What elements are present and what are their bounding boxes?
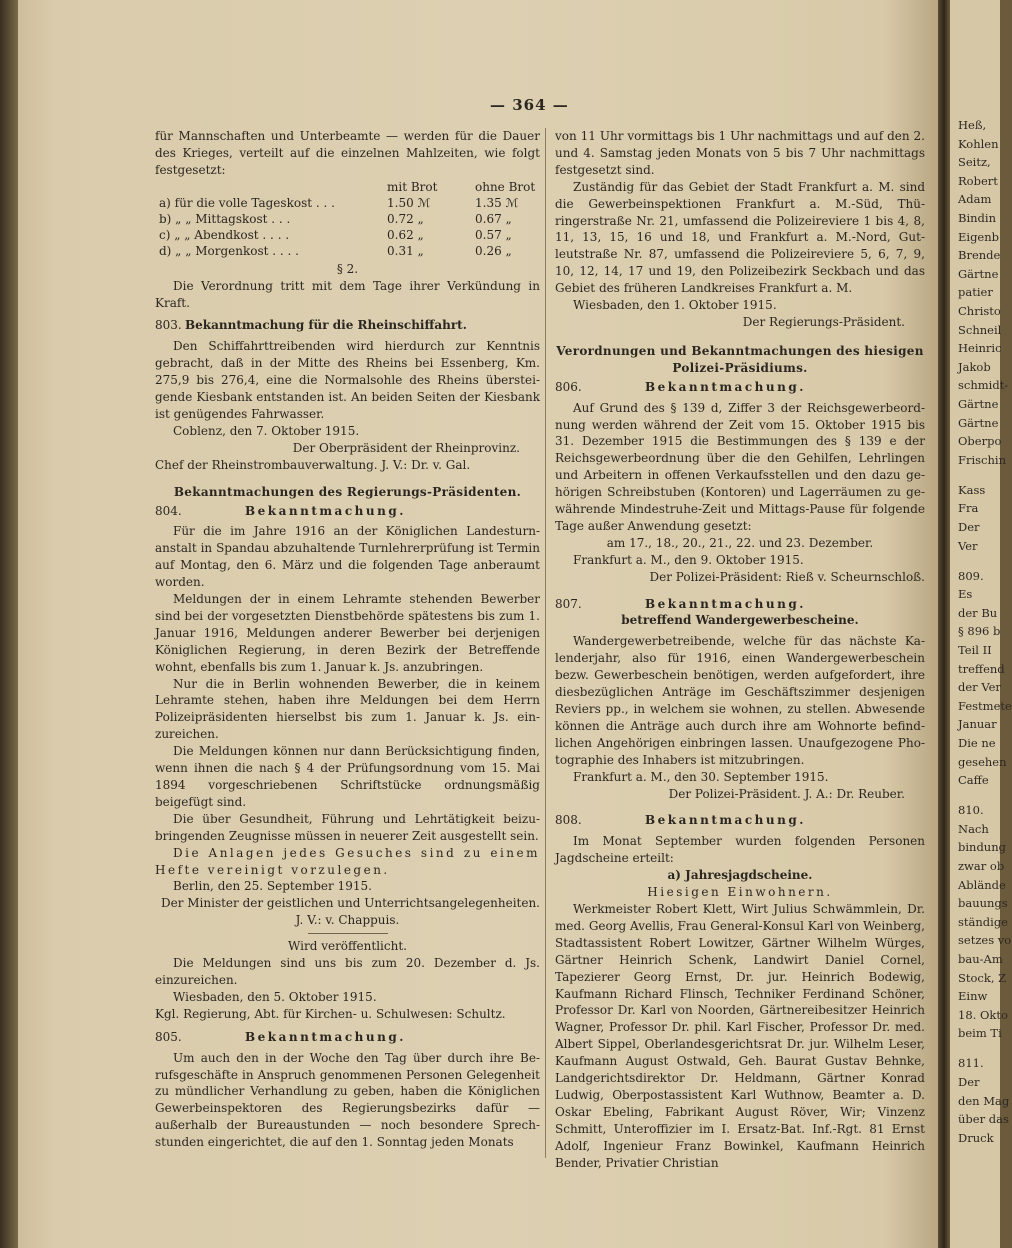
- next-page-fragment: Die ne: [958, 736, 996, 750]
- next-page-fragment: Teil II: [958, 643, 992, 657]
- notice-number: 807.: [555, 596, 582, 611]
- continued-text: von 11 Uhr vormittags bis 1 Uhr nachmittags und auf den 2. und 4. Samstag jeden Monats von 5 bis 7 Uhr nachmittags festgesetzt sind.: [555, 129, 925, 177]
- next-page-fragment: 809.: [958, 568, 984, 583]
- row-label: c) „ „ Abendkost . . . .: [159, 227, 290, 242]
- next-page-fragment: Fra: [958, 501, 979, 516]
- book-gutter: [938, 0, 950, 1248]
- notice-text: Meldungen der in einem Lehramte stehenden Bewerber sind bei der vorgesetzten Dienstbehörde spätestens bis zum 1. Januar 1916, Meldungen anderer Bewerber bei derjenigen Königlichen Regierung, in deren Bezirk der Betreffende wohnt, ebenfalls bis zum 1. Januar k. Js. anzubringen.: [155, 592, 540, 674]
- table-row: [155, 243, 539, 259]
- notice-text: Die über Gesundheit, Führung und Lehrtätigkeit beizubringenden Zeugnisse müssen in neuerer Zeit ausgestellt sein.: [155, 811, 540, 843]
- next-page-fragment: Schneil: [958, 322, 1002, 337]
- next-page-fragment: Heinric: [958, 341, 1002, 356]
- next-page-fragment: Bindin: [958, 211, 996, 225]
- meal-cost-table: [155, 179, 539, 259]
- notice-subtitle-spaced: Hiesigen Einwohnern.: [647, 885, 833, 900]
- next-page-fragment: Eigenb: [958, 229, 1000, 244]
- notice-place-date: Wiesbaden, den 1. Oktober 1915.: [573, 298, 777, 313]
- intro-text: für Mannschaften und Unterbeamte — werden für die Dauer des Krieges, verteilt auf die einzelnen Mahlzeiten, wie folgt festgesetzt:: [155, 129, 540, 177]
- notice-number: 804.: [155, 503, 182, 518]
- notice-place-date: Coblenz, den 7. Oktober 1915.: [173, 423, 360, 438]
- col-head-without-bread: ohne Brot: [475, 179, 536, 194]
- next-page-fragment: ständige: [958, 914, 1008, 929]
- next-page-fragment: Jakob: [958, 359, 991, 374]
- notice-subtitle: betreffend Wandergewerbescheine.: [621, 613, 859, 628]
- row-label: d) „ „ Morgenkost . . . .: [159, 243, 299, 258]
- row-value: 0.67 „: [475, 211, 512, 226]
- notice-text: Auf Grund des § 139 d, Ziffer 3 der Reichsgewerbeordnung werden während der Zeit vom 15. Oktober 1915 bis 31. Dezember 1915 die Bestimmungen des § 139 e der Reichsgewerbeordnung über die den Gehilfen, Lehrlingen und Arbeitern in offenen Verkaufsstellen und den dazu gehörigen Schreibstuben (Kontoren) und Lagerräumen zu gewährende Mindestruhe-Zeit und Mittags-Pause für folgende Tage außer Anwendung gesetzt:: [555, 400, 925, 533]
- next-page-edge: [950, 0, 1012, 1248]
- notice-title: Bekanntmachung.: [645, 379, 806, 394]
- next-page-fragment: bindung: [958, 840, 1006, 855]
- next-page-fragment: patier: [958, 285, 993, 300]
- next-page-fragment: Ablände: [958, 877, 1006, 892]
- next-page-fragment: Gärtne: [958, 266, 999, 281]
- next-page-fragment: Januar: [958, 717, 997, 732]
- notice-text: Für die im Jahre 1916 an der Königlichen Landesturnanstalt in Spandau abzuhaltende Turnlehrerprüfung ist Termin auf Montag, den 6. März und die folgenden Tage anberaumt worden.: [155, 524, 540, 590]
- next-page-fragment: den Mag: [958, 1093, 1010, 1108]
- table-row: [155, 195, 539, 211]
- notice-text: Wandergewerbetreibende, welche für das nächste Kalenderjahr, also für 1916, einen Wandergewerbeschein bezw. Gewerbeschein benötigen, werden aufgefordert, ihre diesbezüglichen Anträge im Geschäftszimmer desjenigen Reviers pp., in welchem sie wohnen, zu stellen. Abwesende können die Anträge auch durch ihre am Wohnorte befindlichen Angehörigen einbringen lassen. Unaufgezogene Photographie des Inhabers ist mitzubringen.: [555, 634, 925, 767]
- publication-note: Wird veröffentlicht.: [288, 939, 407, 954]
- license-holder-list: Werkmeister Robert Klett, Wirt Julius Schwämmlein, Dr. med. Georg Avellis, Frau General-Konsul Karl von Weinberg, Stadtassistent Robert Lowitzer, Gärtner Wilhelm Würges, Gärtner Heinrich Schenk, Landwirt Daniel Cornel, Tapezierer Georg Ernst, Dr. jur. Heinrich Bodewig, Kaufmann Richard Flinsch, Techniker Ferdinand Schöner, Professor Dr. Karl von Noorden, Gärtnereibesitzer Heinrich Wagner, Professor Dr. phil. Karl Fischer, Professor Dr. med. Albert Sippel, Oberlandesgerichtsrat Dr. jur. Wilhelm Leser, Kaufmann August Ostwald, Geh. Baurat Gustav Behnke, Landgerichtsdirektor Dr. Heldmann, Gärtner Konrad Ludwig, Oberpostassistent Karl Wuthnow, Beamter a. D. Oskar Ebeling, Fabrikant August Röver, Wir; Vinzenz Schmitt, Unteroffizier im I. Ersatz-Bat. Inf.-Rgt. 81 Ernst Adolf, Ingenieur Franz Bowinkel, Kaufmann Heinrich Bender, Privatier Christian: [555, 901, 925, 1170]
- notice-text: Den Schiffahrttreibenden wird hierdurch zur Kenntnis gebracht, daß in der Mitte des Rheins bei Essenberg, Km. 275,9 bis 276,4, eine die Normalsohle des Rheins übersteigende Kiesbank entstanden ist. An beiden Seiten der Kiesbank ist genügendes Fahrwasser.: [155, 339, 540, 421]
- row-value: 1.50 ℳ: [387, 195, 431, 210]
- row-value: 0.57 „: [475, 227, 512, 242]
- notice-dates: am 17., 18., 20., 21., 22. und 23. Dezember.: [606, 535, 874, 550]
- next-page-fragment: Kohlen: [958, 136, 999, 151]
- left-column: [155, 128, 540, 1151]
- section-heading: Bekanntmachungen des Regierungs-Präsidenten.: [173, 484, 522, 499]
- notice-signature: Der Oberpräsident der Rheinprovinz.: [292, 440, 520, 455]
- book-spine-left: [0, 0, 18, 1248]
- notice-number: 806.: [555, 379, 582, 394]
- row-label: b) „ „ Mittagskost . . .: [159, 211, 291, 226]
- next-page-fragment: über das: [958, 1112, 1009, 1127]
- row-label: a) für die volle Tageskost . . .: [159, 195, 335, 210]
- table-row: [155, 227, 539, 243]
- next-page-fragment: Stock, Z: [958, 970, 1007, 985]
- next-page-fragment: Oberpo: [958, 434, 1002, 449]
- notice-place-date: Wiesbaden, den 5. Oktober 1915.: [173, 989, 377, 1004]
- right-column: [555, 128, 925, 1171]
- notice-signature: Der Minister der geistlichen und Unterrichtsangelegenheiten.: [160, 896, 540, 911]
- row-value: 0.31 „: [387, 243, 424, 258]
- next-page-fragment: bau-Am: [958, 952, 1003, 966]
- next-page-fragment: gesehen: [958, 754, 1007, 769]
- next-page-fragment: zwar ob: [958, 859, 1005, 873]
- next-page-fragment: Es: [958, 587, 973, 602]
- next-page-fragment: § 896 b: [958, 624, 1001, 639]
- notice-subtitle: a) Jahresjagdscheine.: [667, 868, 813, 883]
- notice-place-date: Frankfurt a. M., den 30. September 1915.: [573, 769, 829, 784]
- next-page-fragment: schmidt-: [958, 378, 1009, 393]
- row-value: 0.26 „: [475, 243, 512, 258]
- next-page-fragment: Kass: [958, 482, 986, 497]
- notice-signature: Der Regierungs-Präsident.: [742, 314, 905, 329]
- next-page-fragment: Robert: [958, 173, 998, 188]
- table-row: [155, 211, 539, 227]
- next-page-fragment: bauungs: [958, 896, 1008, 911]
- next-page-fragment: treffend: [958, 661, 1005, 676]
- section-2-text: Die Verordnung tritt mit dem Tage ihrer Verkündung in Kraft.: [155, 278, 540, 310]
- notice-place-date: Frankfurt a. M., den 9. Oktober 1915.: [573, 552, 804, 567]
- notice-signature: Der Polizei-Präsident. J. A.: Dr. Reuber.: [668, 786, 905, 801]
- notice-text: Die Meldungen können nur dann Berücksichtigung finden, wenn ihnen die nach § 4 der Prüfungsordnung vom 15. Mai 1894 vorgeschriebenen Schriftstücke ordnungsmäßig beigefügt sind.: [155, 744, 540, 809]
- notice-text: Nur die in Berlin wohnenden Bewerber, die in keinem Lehramte stehen, haben ihre Meldungen bei dem Herrn Polizeipräsidenten hierselbst bis zum 1. Januar k. Js. einzureichen.: [155, 676, 540, 742]
- row-value: 1.35 ℳ: [475, 195, 519, 210]
- next-page-fragment: beim Ti: [958, 1026, 1002, 1041]
- next-page-fragment: 811.: [958, 1056, 984, 1071]
- next-page-fragment: Nach: [958, 821, 989, 836]
- section-2-heading: § 2.: [336, 261, 359, 276]
- next-page-fragment: Der: [958, 520, 980, 534]
- next-page-fragment: der Bu: [958, 605, 998, 620]
- next-page-fragment: Der: [958, 1075, 980, 1089]
- column-divider: [545, 128, 546, 1158]
- section-heading: Verordnungen und Bekanntmachungen des hiesigen Polizei-Präsidiums.: [556, 343, 924, 375]
- next-page-fragment: 810.: [958, 803, 984, 818]
- next-page-fragment: Festmete: [958, 698, 1012, 713]
- publication-text: Die Meldungen sind uns bis zum 20. Dezember d. Js. einzureichen.: [155, 956, 540, 987]
- notice-number: 803.: [155, 318, 182, 333]
- notice-text-spaced: Die Anlagen jedes Gesuches sind zu einem Hefte vereinigt vorzulegen.: [155, 845, 540, 877]
- next-page-fragment: Seitz,: [958, 155, 991, 170]
- next-page-fragment: Einw: [958, 989, 988, 1004]
- next-page-fragment: Ver: [958, 538, 978, 553]
- notice-number: 808.: [555, 813, 582, 828]
- notice-signature: Chef der Rheinstrombauverwaltung. J. V.: Dr. v. Gal.: [155, 457, 471, 472]
- next-page-fragment: Heß,: [958, 118, 987, 132]
- page-number: — 364 —: [490, 96, 569, 114]
- row-value: 0.62 „: [387, 227, 424, 242]
- next-page-fragment: Gärtne: [958, 397, 999, 411]
- next-page-fragment: Christo: [958, 304, 1001, 318]
- next-page-fragment: Caffe: [958, 773, 989, 788]
- col-head-with-bread: mit Brot: [387, 179, 438, 194]
- separator-line: [308, 933, 388, 934]
- notice-text: Im Monat September wurden folgenden Personen Jagdscheine erteilt:: [555, 834, 925, 866]
- notice-title: Bekanntmachung für die Rheinschiffahrt.: [185, 318, 467, 333]
- notice-signature: Kgl. Regierung, Abt. für Kirchen- u. Schulwesen: Schultz.: [155, 1006, 506, 1021]
- next-page-fragment: Adam: [958, 192, 992, 207]
- next-page-fragment: 18. Okto: [958, 1007, 1008, 1022]
- notice-title: Bekanntmachung.: [245, 503, 406, 518]
- next-page-fragment: setzes vo: [958, 933, 1012, 948]
- next-page-fragment: Frischin: [958, 452, 1006, 467]
- row-value: 0.72 „: [387, 211, 424, 226]
- notice-number: 805.: [155, 1029, 182, 1044]
- next-page-fragment: Druck: [958, 1130, 994, 1145]
- next-page-fragment: der Ver: [958, 680, 1001, 695]
- notice-text: Um auch den in der Woche den Tag über durch ihre Berufsgeschäfte in Anspruch genommenen Personen Gelegenheit zu mündlicher Verhandlung zu geben, haben die Königlichen Gewerbeinspektoren des Regierungsbezirks dafür — außerhalb der Bureaustunden — noch besondere Sprechstunden eingerichtet, die auf den 1. Sonntag jeden Monats: [155, 1050, 540, 1150]
- notice-title: Bekanntmachung.: [245, 1029, 406, 1044]
- notice-place-date: Berlin, den 25. September 1915.: [173, 879, 372, 894]
- notice-signature: Der Polizei-Präsident: Rieß v. Scheurnschloß.: [649, 569, 925, 584]
- notice-signature: J. V.: v. Chappuis.: [295, 913, 400, 928]
- notice-title: Bekanntmachung.: [645, 596, 806, 611]
- next-page-fragment: Brende: [958, 248, 1001, 263]
- notice-title: Bekanntmachung.: [645, 813, 806, 828]
- next-page-fragment: Gärtne: [958, 415, 999, 430]
- continued-text: Zuständig für das Gebiet der Stadt Frankfurt a. M. sind die Gewerbeinspektionen Frankfurt a. M.-Süd, Thüringerstraße Nr. 21, umfassend die Polizeireviere 1 bis 4, 8, 11, 13, 15, 16 und 18, und Frankfurt a. M.-Nord, Gutleutstraße Nr. 87, umfassend die Polizeireviere 5, 6, 7, 9, 10, 12, 14, 17 und 19, den Polizeibezirk Seckbach und das Gebiet des früheren Landkreises Frankfurt a. M.: [555, 179, 925, 296]
